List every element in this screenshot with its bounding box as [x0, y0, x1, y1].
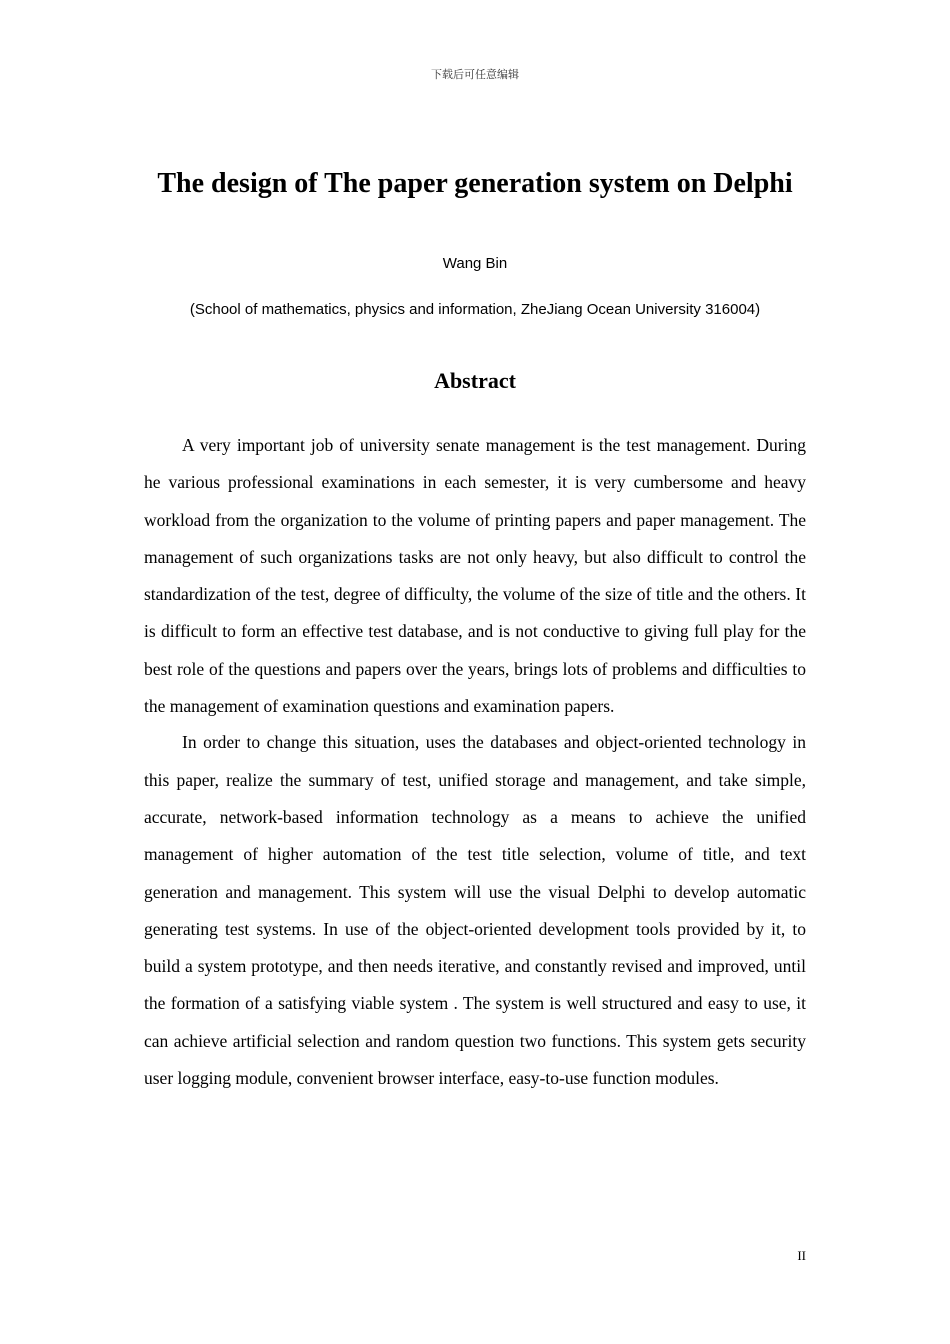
abstract-heading: Abstract — [434, 368, 516, 393]
author-affiliation: (School of mathematics, physics and information, ZheJiang Ocean University 316004) — [189, 301, 761, 318]
paper-title: The design of The paper generation system on Delphi — [157, 168, 793, 199]
abstract-body — [144, 427, 806, 1097]
author-name: Wang Bin — [442, 255, 508, 272]
header-note: 下载后可任意编辑 — [431, 68, 519, 81]
abstract-paragraph-1: A very important job of university senate management is the test management. During he various professional examinations in each semester, it is very cumbersome and heavy workload from the organization to the volume of printing papers and paper management. The management of such organizations tasks are not only heavy, but also difficult to control the standardization of the test, degree of difficulty, the volume of the size of title and the others. It is difficult to form an effective test database, and is not conductive to giving full play for the best role of the questions and papers over the years, brings lots of problems and difficulties to the management of examination questions and examination papers. — [144, 435, 806, 717]
abstract-paragraph-2: In order to change this situation, uses the databases and object-oriented technology in this paper, realize the summary of test, unified storage and management, and take simple, accurate, network-based information technology as a means to achieve the unified management of higher automation of the test title selection, volume of title, and text generation and management. This system will use the visual Delphi to develop automatic generating test systems. In use of the object-oriented development tools provided by it, to build a system prototype, and then needs iterative, and constantly revised and improved, until the formation of a satisfying viable system . The system is well structured and easy to use, it can achieve artificial selection and random question two functions. This system gets security user logging module, convenient browser interface, easy-to-use function modules. — [144, 732, 806, 1089]
page-number: II — [797, 1248, 806, 1263]
